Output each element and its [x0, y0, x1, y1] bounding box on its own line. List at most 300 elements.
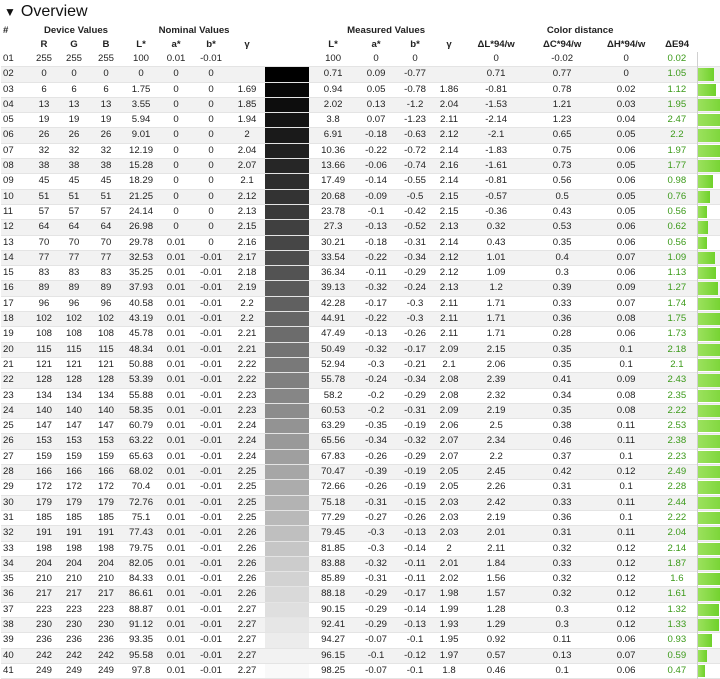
table-cell: 2.06 — [435, 419, 463, 434]
table-cell: -0.26 — [357, 480, 395, 495]
delta-e-bar — [698, 160, 720, 172]
column-header: B — [89, 38, 123, 52]
table-cell: 159 — [89, 449, 123, 464]
table-cell: 18.29 — [123, 174, 159, 189]
table-cell: 52.94 — [309, 357, 357, 372]
gray-patch-swatch — [265, 587, 309, 602]
table-cell: 0.36 — [529, 510, 595, 525]
table-cell: 0 — [159, 113, 193, 128]
table-cell: -0.39 — [357, 465, 395, 480]
table-cell: 0.12 — [595, 602, 657, 617]
table-cell: 0.07 — [595, 296, 657, 311]
table-row — [1, 663, 720, 678]
table-cell: 128 — [59, 373, 89, 388]
table-cell: 0.01 — [159, 541, 193, 556]
table-cell: -0.11 — [357, 266, 395, 281]
column-header: L* — [309, 38, 357, 52]
table-cell: -0.24 — [395, 281, 435, 296]
delta-e-bar — [698, 282, 718, 294]
table-cell: -0.01 — [193, 250, 229, 265]
row-index: 20 — [1, 342, 29, 357]
table-cell: 32 — [59, 143, 89, 158]
table-cell: 83.88 — [309, 556, 357, 571]
table-row — [1, 235, 720, 250]
table-cell: 12.19 — [123, 143, 159, 158]
table-cell: 96 — [29, 296, 59, 311]
table-cell: 1.93 — [435, 617, 463, 632]
table-cell: 86.61 — [123, 587, 159, 602]
delta-e-value: 0.56 — [657, 235, 697, 250]
gray-patch-swatch — [265, 480, 309, 495]
delta-e-bar-cell — [697, 526, 720, 541]
table-cell: -0.11 — [395, 572, 435, 587]
table-cell: 33.54 — [309, 250, 357, 265]
table-cell: 166 — [59, 465, 89, 480]
row-index: 06 — [1, 128, 29, 143]
table-cell: -2.1 — [463, 128, 529, 143]
table-cell: 223 — [89, 602, 123, 617]
table-cell: 166 — [29, 465, 59, 480]
table-cell: 0.12 — [595, 465, 657, 480]
table-body — [1, 52, 720, 679]
table-cell: 100 — [123, 52, 159, 67]
table-row — [1, 128, 720, 143]
table-cell: -0.01 — [193, 52, 229, 67]
row-index: 01 — [1, 52, 29, 67]
table-row — [1, 143, 720, 158]
delta-e-bar-cell — [697, 189, 720, 204]
delta-e-bar-cell — [697, 204, 720, 219]
table-cell: 0.06 — [595, 266, 657, 281]
table-cell: 2.22 — [229, 373, 265, 388]
table-cell: 0.08 — [595, 388, 657, 403]
delta-e-bar — [698, 573, 720, 585]
column-header: ΔH*94/w — [595, 38, 657, 52]
table-cell: 42.28 — [309, 296, 357, 311]
table-row — [1, 189, 720, 204]
table-row — [1, 67, 720, 82]
table-cell: 1.29 — [463, 617, 529, 632]
table-cell: 172 — [59, 480, 89, 495]
table-cell: 0.31 — [529, 480, 595, 495]
table-cell: 0.01 — [159, 480, 193, 495]
table-cell: -0.01 — [193, 296, 229, 311]
table-cell: 0.65 — [529, 128, 595, 143]
delta-e-value: 0.47 — [657, 663, 697, 678]
table-cell: -0.13 — [395, 617, 435, 632]
table-cell: 0 — [595, 67, 657, 82]
delta-e-bar — [698, 328, 720, 340]
delta-e-bar-cell — [697, 220, 720, 235]
table-cell: -1.2 — [395, 97, 435, 112]
table-cell: 0.02 — [595, 82, 657, 97]
gray-patch-swatch — [265, 434, 309, 449]
table-cell: -0.22 — [357, 143, 395, 158]
table-cell: 0.05 — [595, 159, 657, 174]
table-cell: -0.13 — [357, 220, 395, 235]
delta-e-bar-cell — [697, 495, 720, 510]
delta-e-value: 2.14 — [657, 541, 697, 556]
table-cell: 0.3 — [529, 266, 595, 281]
delta-e-bar-cell — [697, 357, 720, 372]
table-cell: 0.07 — [595, 250, 657, 265]
table-cell: -0.15 — [395, 495, 435, 510]
table-cell: 0.39 — [529, 281, 595, 296]
table-cell: 0.06 — [595, 663, 657, 678]
delta-e-bar-cell — [697, 342, 720, 357]
row-index: 34 — [1, 556, 29, 571]
table-cell: -0.01 — [193, 373, 229, 388]
table-cell: -0.34 — [395, 373, 435, 388]
table-cell: 19 — [29, 113, 59, 128]
delta-e-value: 2.1 — [657, 357, 697, 372]
row-index: 07 — [1, 143, 29, 158]
table-row — [1, 556, 720, 571]
gray-patch-swatch — [265, 403, 309, 418]
table-cell: 0 — [193, 235, 229, 250]
table-cell — [435, 67, 463, 82]
table-cell: 10.36 — [309, 143, 357, 158]
delta-e-bar — [698, 604, 719, 616]
table-cell: 0.37 — [529, 449, 595, 464]
delta-e-bar — [698, 68, 715, 80]
table-cell: 0.1 — [595, 342, 657, 357]
table-cell: -0.18 — [357, 128, 395, 143]
table-cell: 60.79 — [123, 419, 159, 434]
table-cell: 0.01 — [159, 526, 193, 541]
delta-e-bar — [698, 145, 720, 157]
table-cell: 6 — [59, 82, 89, 97]
table-cell: -0.01 — [193, 465, 229, 480]
table-cell: 0 — [193, 82, 229, 97]
gray-patch-swatch — [265, 602, 309, 617]
table-cell: 0.3 — [529, 617, 595, 632]
table-cell: 153 — [89, 434, 123, 449]
table-cell: 0.35 — [529, 342, 595, 357]
gray-patch-swatch — [265, 388, 309, 403]
table-cell: 2.11 — [463, 541, 529, 556]
table-cell: 84.33 — [123, 572, 159, 587]
delta-e-value: 0.98 — [657, 174, 697, 189]
gray-patch-swatch — [265, 327, 309, 342]
column-header: G — [59, 38, 89, 52]
table-cell: 0 — [159, 204, 193, 219]
table-cell: 0.01 — [159, 403, 193, 418]
table-cell: 0.01 — [159, 312, 193, 327]
table-cell: -0.17 — [357, 296, 395, 311]
delta-e-bar — [698, 390, 720, 402]
table-cell: 204 — [59, 556, 89, 571]
table-cell: 115 — [29, 342, 59, 357]
table-cell: 2.42 — [463, 495, 529, 510]
table-cell: 96 — [89, 296, 123, 311]
table-cell: 0.09 — [595, 373, 657, 388]
table-cell: 0.01 — [159, 449, 193, 464]
table-cell: 17.49 — [309, 174, 357, 189]
table-cell: 0.05 — [595, 189, 657, 204]
table-cell: -0.55 — [395, 174, 435, 189]
table-cell: 0.12 — [595, 556, 657, 571]
column-header: L* — [123, 38, 159, 52]
gray-patch-swatch — [265, 174, 309, 189]
table-cell: 2.19 — [463, 510, 529, 525]
delta-e-value: 1.97 — [657, 143, 697, 158]
table-cell: -0.01 — [193, 357, 229, 372]
table-cell: -0.31 — [395, 403, 435, 418]
table-cell: 5.94 — [123, 113, 159, 128]
column-header — [1, 38, 29, 52]
table-cell: 2.15 — [463, 342, 529, 357]
table-cell: 6.91 — [309, 128, 357, 143]
table-cell: 21.25 — [123, 189, 159, 204]
table-cell: 58.2 — [309, 388, 357, 403]
table-cell: 2.1 — [435, 357, 463, 372]
table-cell: 0.08 — [595, 403, 657, 418]
table-cell: -0.27 — [357, 510, 395, 525]
table-cell: 3.55 — [123, 97, 159, 112]
index-header: # — [1, 24, 29, 38]
row-index: 24 — [1, 403, 29, 418]
table-cell: -0.3 — [357, 541, 395, 556]
table-cell: 153 — [29, 434, 59, 449]
delta-e-bar-cell — [697, 128, 720, 143]
delta-e-value: 0.56 — [657, 204, 697, 219]
table-cell: 0.01 — [159, 342, 193, 357]
table-cell: 32.53 — [123, 250, 159, 265]
table-cell: 0 — [159, 189, 193, 204]
table-row — [1, 480, 720, 495]
delta-e-bar-cell — [697, 373, 720, 388]
delta-e-bar-cell — [697, 296, 720, 311]
delta-e-bar-cell — [697, 587, 720, 602]
table-cell: 72.66 — [309, 480, 357, 495]
table-cell: 198 — [89, 541, 123, 556]
gray-patch-swatch — [265, 97, 309, 112]
delta-e-bar — [698, 99, 720, 111]
table-cell: 83 — [59, 266, 89, 281]
table-cell: 108 — [89, 327, 123, 342]
delta-e-value: 2.49 — [657, 465, 697, 480]
table-cell: 134 — [29, 388, 59, 403]
table-cell: 0.01 — [159, 617, 193, 632]
table-cell: 2.08 — [435, 373, 463, 388]
table-cell: 236 — [89, 633, 123, 648]
table-cell: -0.34 — [395, 250, 435, 265]
table-cell: 2.32 — [463, 388, 529, 403]
color-distance-header: Color distance — [463, 24, 697, 38]
table-cell: 77 — [59, 250, 89, 265]
table-row — [1, 373, 720, 388]
row-index: 18 — [1, 312, 29, 327]
row-index: 08 — [1, 159, 29, 174]
table-cell: 0.3 — [529, 602, 595, 617]
table-cell: -0.01 — [193, 556, 229, 571]
table-cell: 64 — [89, 220, 123, 235]
column-header: γ — [229, 38, 265, 52]
table-cell: -0.74 — [395, 159, 435, 174]
delta-e-value: 1.33 — [657, 617, 697, 632]
table-cell: 2.06 — [463, 357, 529, 372]
delta-e-bar-cell — [697, 266, 720, 281]
delta-e-bar — [698, 237, 707, 249]
table-cell: 0.05 — [595, 128, 657, 143]
table-cell: 2.25 — [229, 510, 265, 525]
section-header[interactable] — [0, 0, 720, 24]
table-cell: 2.07 — [229, 159, 265, 174]
table-cell: 0.09 — [357, 67, 395, 82]
table-cell: 0.06 — [595, 174, 657, 189]
delta-e-bar-cell — [697, 143, 720, 158]
delta-e-value: 1.09 — [657, 250, 697, 265]
table-cell: 2.04 — [229, 143, 265, 158]
gray-patch-swatch — [265, 235, 309, 250]
table-cell: 185 — [59, 510, 89, 525]
table-cell: 102 — [89, 312, 123, 327]
table-cell: 45 — [89, 174, 123, 189]
column-header — [265, 38, 309, 52]
table-cell: 0.11 — [595, 526, 657, 541]
table-cell: 0.33 — [529, 296, 595, 311]
row-index: 21 — [1, 357, 29, 372]
table-cell: 128 — [89, 373, 123, 388]
delta-e-bar — [698, 527, 720, 539]
table-row — [1, 52, 720, 67]
table-cell: 102 — [29, 312, 59, 327]
table-cell: 0.06 — [595, 235, 657, 250]
table-cell: 3.8 — [309, 113, 357, 128]
delta-e-bar — [698, 543, 720, 555]
delta-e-value: 1.75 — [657, 312, 697, 327]
table-cell: 98.25 — [309, 663, 357, 678]
delta-e-bar-cell — [697, 235, 720, 250]
delta-e-value: 1.95 — [657, 97, 697, 112]
table-cell: 2.26 — [229, 556, 265, 571]
row-index: 31 — [1, 510, 29, 525]
table-cell: 67.83 — [309, 449, 357, 464]
table-cell: 50.88 — [123, 357, 159, 372]
table-cell: 9.01 — [123, 128, 159, 143]
table-cell: 1.28 — [463, 602, 529, 617]
table-cell: 50.49 — [309, 342, 357, 357]
delta-e-value: 0.76 — [657, 189, 697, 204]
table-cell: 0.46 — [529, 434, 595, 449]
table-cell: 0 — [159, 220, 193, 235]
table-cell: -0.01 — [193, 572, 229, 587]
table-cell: 51 — [59, 189, 89, 204]
nominal-values-header: Nominal Values — [123, 24, 265, 38]
delta-e-value: 2.35 — [657, 388, 697, 403]
table-cell: 57 — [29, 204, 59, 219]
table-cell: 70 — [89, 235, 123, 250]
gray-patch-swatch — [265, 113, 309, 128]
table-row — [1, 357, 720, 372]
table-cell: 0.33 — [529, 556, 595, 571]
table-cell: 51 — [29, 189, 59, 204]
measured-values-header: Measured Values — [309, 24, 463, 38]
row-index: 29 — [1, 480, 29, 495]
table-cell: 2.17 — [229, 250, 265, 265]
delta-e-bar — [698, 466, 720, 478]
delta-e-bar — [698, 512, 720, 524]
table-cell: 2.09 — [435, 403, 463, 418]
table-cell: -0.01 — [193, 281, 229, 296]
table-cell: -0.78 — [395, 82, 435, 97]
table-cell: 0.01 — [159, 572, 193, 587]
table-cell: 0 — [159, 82, 193, 97]
table-cell: 2 — [435, 541, 463, 556]
table-cell: -0.13 — [395, 526, 435, 541]
table-cell: 70.47 — [309, 465, 357, 480]
table-cell: 0.35 — [529, 357, 595, 372]
delta-e-value: 2.47 — [657, 113, 697, 128]
delta-e-bar-cell — [697, 541, 720, 556]
table-cell: 39.13 — [309, 281, 357, 296]
table-cell: -0.3 — [395, 296, 435, 311]
table-cell: 2.13 — [229, 204, 265, 219]
table-cell: -0.34 — [357, 434, 395, 449]
gray-patch-swatch — [265, 52, 309, 67]
table-cell: -0.2 — [357, 388, 395, 403]
table-cell: 1.2 — [463, 281, 529, 296]
table-cell: -0.19 — [395, 480, 435, 495]
table-cell: 108 — [29, 327, 59, 342]
table-cell: 2.03 — [435, 495, 463, 510]
table-cell: 13 — [89, 97, 123, 112]
delta-e-bar-cell — [697, 434, 720, 449]
delta-e-bar — [698, 114, 720, 126]
table-cell: 0.43 — [463, 235, 529, 250]
table-cell: 0.01 — [159, 633, 193, 648]
table-cell: -0.01 — [193, 327, 229, 342]
table-cell: -0.01 — [193, 587, 229, 602]
delta-e-bar — [698, 420, 720, 432]
row-index: 37 — [1, 602, 29, 617]
table-cell: 0.12 — [595, 572, 657, 587]
table-cell: 1.75 — [123, 82, 159, 97]
table-cell: 2.13 — [435, 281, 463, 296]
table-cell: 38 — [59, 159, 89, 174]
table-cell: 2.03 — [435, 526, 463, 541]
table-cell: 0.12 — [595, 617, 657, 632]
table-cell: 217 — [59, 587, 89, 602]
delta-e-bar — [698, 175, 714, 187]
gray-patch-swatch — [265, 617, 309, 632]
delta-e-bar — [698, 313, 720, 325]
table-cell: 63.22 — [123, 434, 159, 449]
table-cell: 0.01 — [159, 250, 193, 265]
table-cell: 0.34 — [529, 388, 595, 403]
table-cell: 2.1 — [229, 174, 265, 189]
table-cell: 89 — [59, 281, 89, 296]
row-index: 22 — [1, 373, 29, 388]
table-cell: 0 — [89, 67, 123, 82]
gray-patch-swatch — [265, 250, 309, 265]
table-cell: -0.21 — [395, 357, 435, 372]
table-cell: 1.98 — [435, 587, 463, 602]
table-cell: -0.31 — [357, 495, 395, 510]
delta-e-value: 1.12 — [657, 82, 697, 97]
table-cell: 2.12 — [435, 250, 463, 265]
table-cell: -0.19 — [395, 419, 435, 434]
delta-e-value: 1.73 — [657, 327, 697, 342]
table-row — [1, 648, 720, 663]
table-cell: -0.02 — [529, 52, 595, 67]
collapse-triangle-icon[interactable]: ▼ — [4, 5, 16, 19]
table-cell: 0.46 — [463, 663, 529, 678]
table-cell: 13.66 — [309, 159, 357, 174]
table-cell: 83 — [89, 266, 123, 281]
table-cell: 147 — [89, 419, 123, 434]
